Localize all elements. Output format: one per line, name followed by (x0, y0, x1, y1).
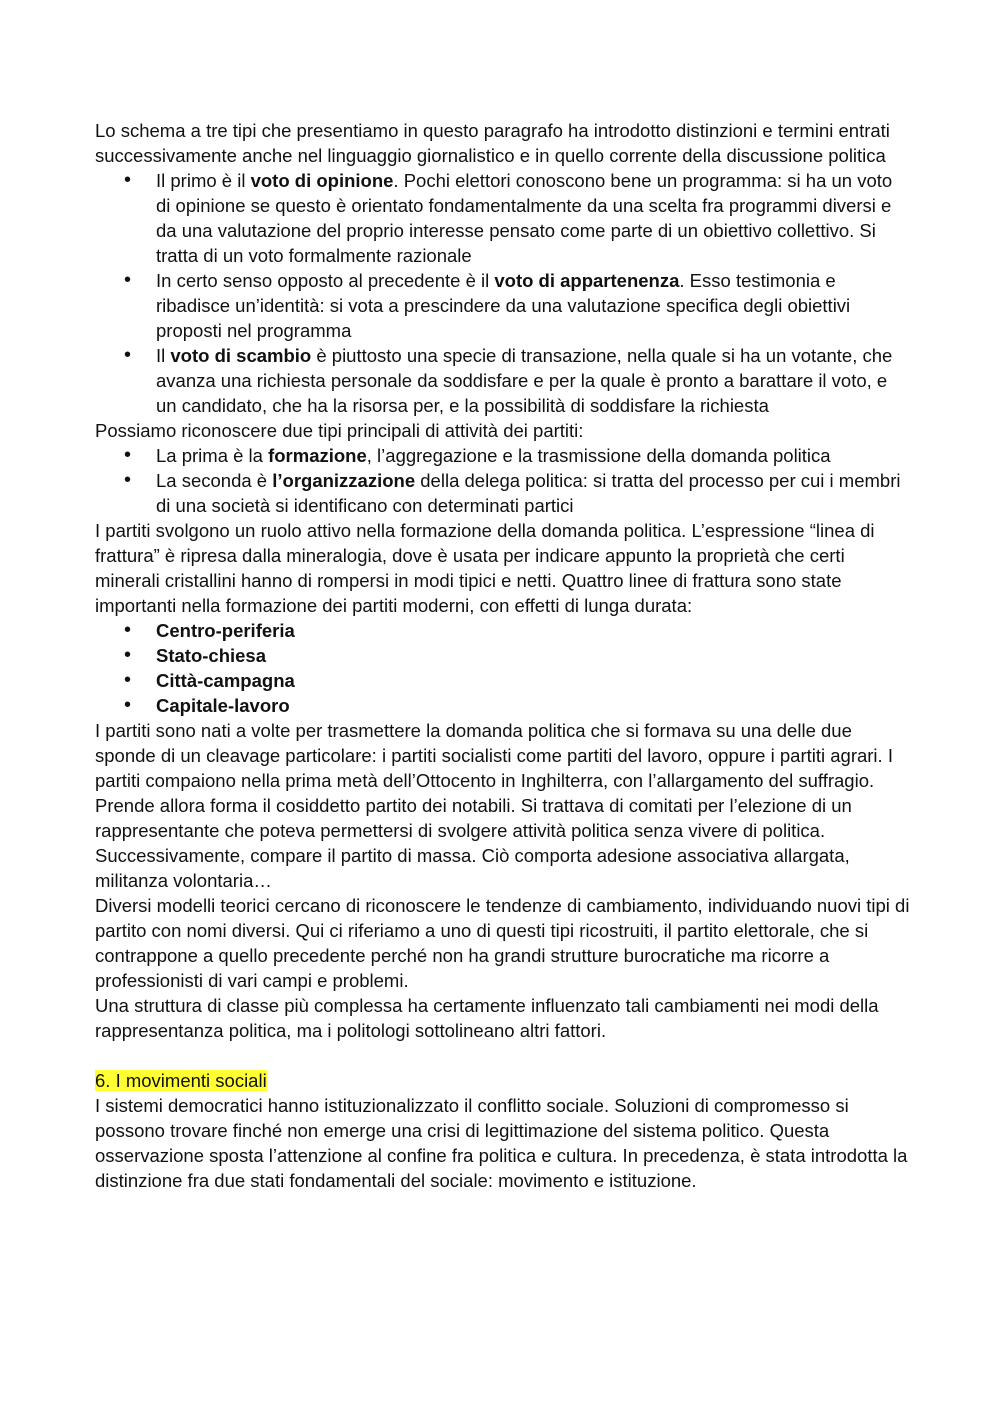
list-item-term: voto di scambio (170, 345, 312, 366)
class-structure-paragraph: Una struttura di classe più complessa ha certamente influenzato tali cambiamenti nei modi della rappresentanza politica, ma i politologi sottolineano altri fattori. (95, 995, 879, 1041)
list-item-term: Città-campagna (156, 670, 295, 691)
list-item-text: . Esso testimonia e ribadisce un’identità: si vota a prescindere da una valutazione specifica degli obiettivi proposti nel programma (156, 270, 851, 341)
section-heading: 6. I movimenti sociali (95, 1070, 267, 1091)
document-page (95, 118, 910, 1193)
list-item (95, 443, 910, 468)
list-item-text: Il (156, 345, 171, 366)
party-models-paragraph: Diversi modelli teorici cercano di riconoscere le tendenze di cambiamento, individuando nuovi tipi di partito con nomi diversi. Qui ci riferiamo a uno di questi tipi ricostruiti, il partito elettorale, che si contrappone a quello precedente perché non ha grandi strutture burocratiche ma ricorre a professionisti di vari campi e problemi. (95, 895, 910, 991)
list-item-text: della delega politica: si tratta del processo per cui i membri di una società si identificano con determinati partici (156, 470, 901, 516)
party-activities-list (95, 443, 910, 518)
list-item-text: Il primo è il (156, 170, 251, 191)
section-heading-line (95, 1068, 910, 1093)
list-item-text: , l’aggregazione e la trasmissione della domanda politica (366, 445, 831, 466)
list-item-term: Centro-periferia (156, 620, 295, 641)
list-item (95, 268, 910, 343)
list-item (95, 468, 910, 518)
list-item (95, 643, 910, 668)
list-item (95, 693, 910, 718)
list-item (95, 668, 910, 693)
party-activities-paragraph: Possiamo riconoscere due tipi principali di attività dei partiti: (95, 420, 584, 441)
list-item-text: In certo senso opposto al precedente è il (156, 270, 495, 291)
list-item-term: Capitale-lavoro (156, 695, 290, 716)
list-item-text: La seconda è (156, 470, 273, 491)
list-item-term: voto di appartenenza (494, 270, 680, 291)
list-item (95, 343, 910, 418)
list-item-text: La prima è la (156, 445, 269, 466)
fracture-lines-list (95, 618, 910, 718)
list-item-text: è piuttosto una specie di transazione, nella quale si ha un votante, che avanza una richiesta personale da soddisfare e per la quale è pronto a barattare il voto, e un candidato, che ha la risorsa per, e la possibilità di soddisfare la richiesta (156, 345, 893, 416)
party-history-paragraph: I partiti sono nati a volte per trasmettere la domanda politica che si formava su una delle due sponde di un cleavage particolare: i partiti socialisti come partiti del lavoro, oppure i partiti agrari. I partiti compaiono nella prima metà dell’Ottocento in Inghilterra, con l’allargamento del suffragio. Prende allora forma il cosiddetto partito dei notabili. Si trattava di comitati per l’elezione di un rappresentante che poteva permettersi di svolgere attività politica senza vivere di politica. Successivamente, compare il partito di massa. Ciò comporta adesione associativa allargata, militanza volontaria… (95, 720, 893, 891)
list-item-term: voto di opinione (250, 170, 394, 191)
fracture-lines-paragraph: I partiti svolgono un ruolo attivo nella formazione della domanda politica. L’espressione “linea di frattura” è ripresa dalla mineralogia, dove è usata per indicare appunto la proprietà che certi minerali cristallini hanno di rompersi in modi tipici e netti. Quattro linee di frattura sono state importanti nella formazione dei partiti moderni, con effetti di lunga durata: (95, 520, 875, 616)
list-item-term: formazione (268, 445, 367, 466)
list-item-term: l’organizzazione (272, 470, 416, 491)
list-item-term: Stato-chiesa (156, 645, 267, 666)
list-item (95, 618, 910, 643)
vote-types-list (95, 168, 910, 418)
list-item (95, 168, 910, 268)
intro-paragraph: Lo schema a tre tipi che presentiamo in questo paragrafo ha introdotto distinzioni e termini entrati successivamente anche nel linguaggio giornalistico e in quello corrente della discussione politica (95, 120, 890, 166)
list-item-text: . Pochi elettori conoscono bene un programma: si ha un voto di opinione se questo è orientato fondamentalmente da una scelta fra programmi diversi e da una valutazione del proprio interesse pensato come parte di un obiettivo collettivo. Si tratta di un voto formalmente razionale (156, 170, 893, 266)
social-movements-paragraph: I sistemi democratici hanno istituzionalizzato il conflitto sociale. Soluzioni di compromesso si possono trovare finché non emerge una crisi di legittimazione del sistema politico. Questa osservazione sposta l’attenzione al confine fra politica e cultura. In precedenza, è stata introdotta la distinzione fra due stati fondamentali del sociale: movimento e istituzione. (95, 1095, 908, 1191)
